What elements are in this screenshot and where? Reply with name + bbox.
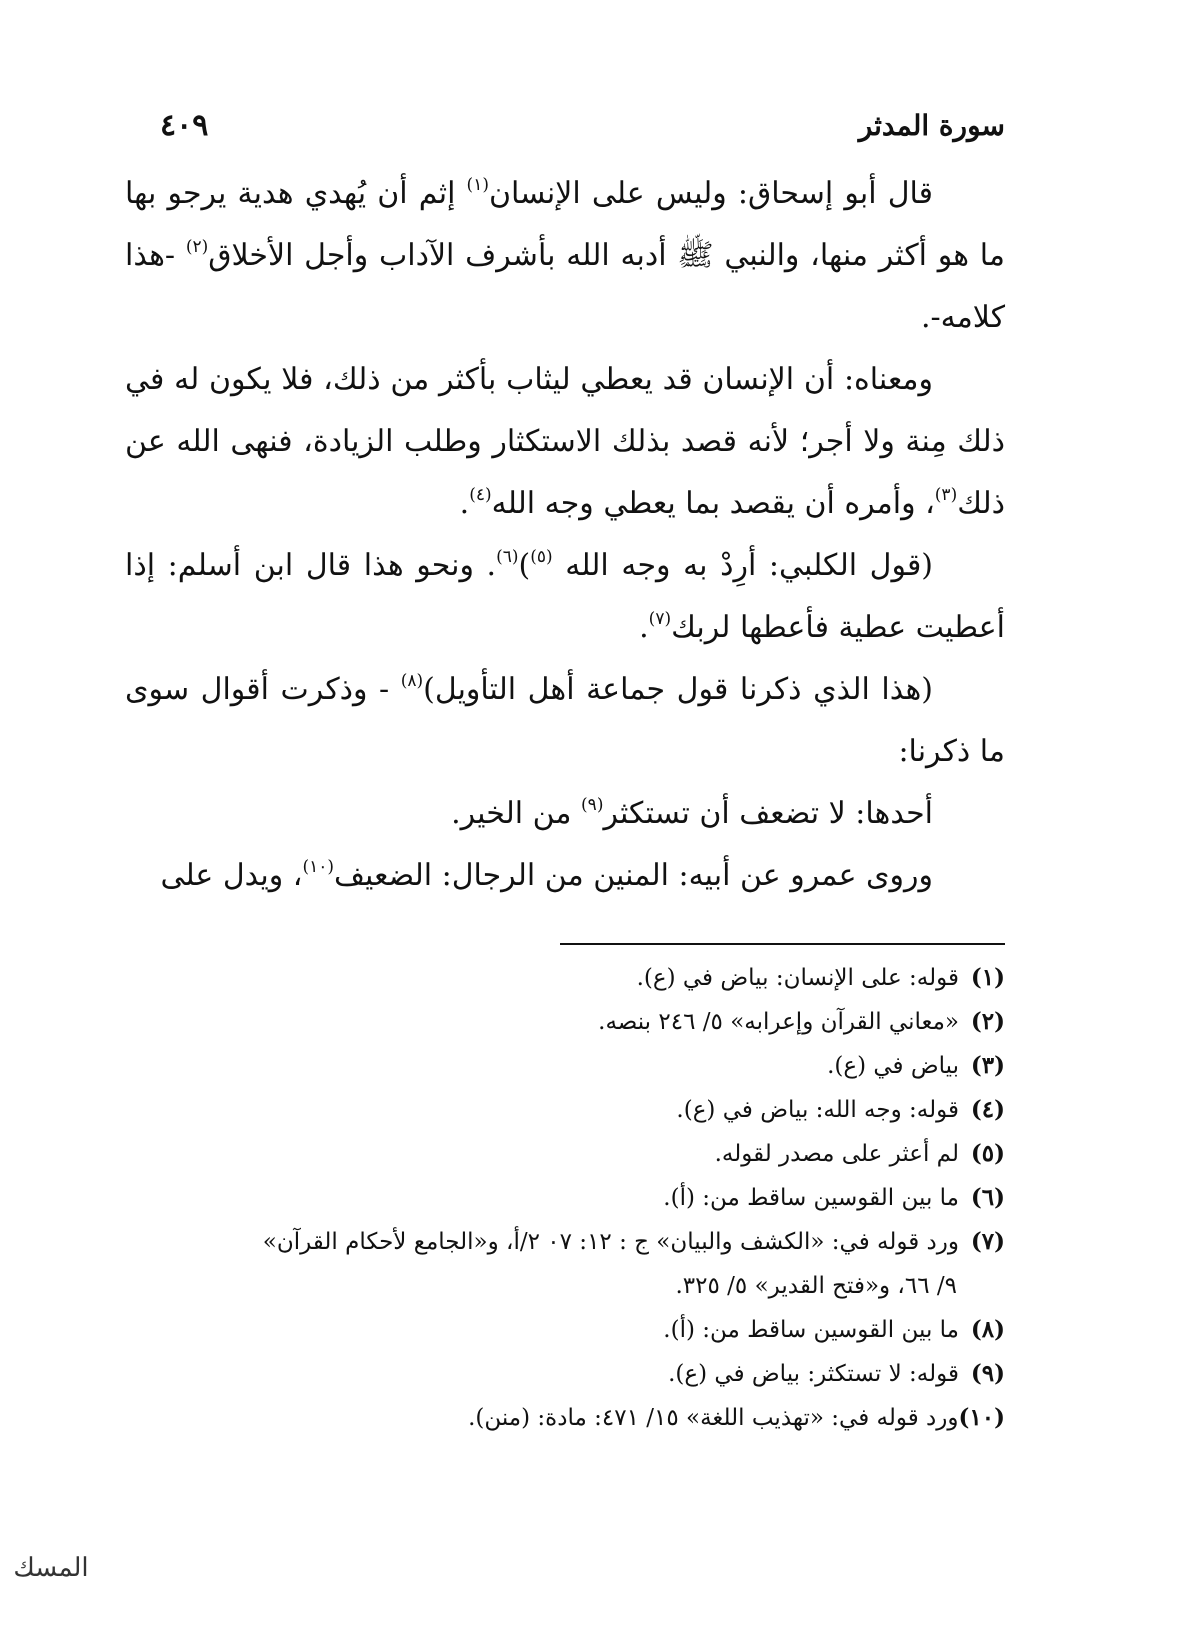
- footnotes-list: [105, 956, 1005, 1440]
- text-run: ): [518, 548, 531, 583]
- footnote-number: (٦): [970, 1184, 1005, 1211]
- text-run: . ونحو هذا قال ابن أسلم: إذا أعطيت عطية فأعطها لربك: [125, 548, 1005, 645]
- footnote-number: (٣): [970, 1052, 1005, 1079]
- footnote-divider: [560, 943, 1005, 945]
- footnote-text: ورد قوله في: «الكشف والبيان» ج : ١٢: ٠٧ ٢/أ، و«الجامع لأحكام القرآن»: [262, 1229, 959, 1255]
- footnote: [105, 1044, 1005, 1088]
- footnote-ref: (٣): [934, 485, 958, 505]
- footnote-number: (١): [970, 964, 1005, 991]
- footnote: [105, 1000, 1005, 1044]
- footnote-ref: (٢): [185, 237, 209, 257]
- sura-title: سورة المدثر: [858, 108, 1005, 142]
- text-run: أحدها: لا تضعف أن تستكثر: [603, 796, 933, 831]
- footnote-ref: (١): [466, 175, 489, 195]
- footnote: [105, 1220, 1005, 1264]
- footnote-ref: (٦): [496, 547, 519, 567]
- footnote-number: (٢): [970, 1008, 1005, 1035]
- footnote-number: (٧): [970, 1228, 1005, 1255]
- footnote: [105, 1132, 1005, 1176]
- footnote-ref: (١٠): [302, 857, 334, 877]
- footnote: [105, 1088, 1005, 1132]
- footnote-text: قوله: على الإنسان: بياض في (ع).: [636, 965, 959, 991]
- footnote-ref: (٨): [400, 671, 424, 691]
- footnote-number: (٨): [970, 1316, 1005, 1343]
- text-run: ، وأمره أن يقصد بما يعطي وجه الله: [491, 486, 935, 521]
- paragraph-2: [125, 349, 1005, 535]
- footnote-text: قوله: وجه الله: بياض في (ع).: [676, 1097, 959, 1123]
- footnote-text: بياض في (ع).: [827, 1053, 959, 1079]
- text-run: .: [459, 486, 470, 521]
- footnote: [105, 1308, 1005, 1352]
- page-number: ٤٠٩: [160, 107, 209, 143]
- paragraph-1: [125, 163, 1005, 349]
- footnote-text: لم أعثر على مصدر لقوله.: [714, 1141, 959, 1167]
- text-run: (قول الكلبي: أرِدْ به وجه الله: [552, 548, 933, 583]
- text-run: - وذكرت أقوال سوى ما ذكرنا:: [125, 672, 1005, 769]
- footnote-ref: (٧): [648, 609, 672, 629]
- footnote-ref: (٥): [530, 547, 553, 567]
- main-text: [125, 163, 1005, 907]
- footnote-number: (١٠): [958, 1404, 1005, 1431]
- footnote: [105, 956, 1005, 1000]
- text-run: (هذا الذي ذكرنا قول جماعة أهل التأويل): [423, 672, 933, 707]
- footnote-ref: (٤): [469, 485, 492, 505]
- footnote-text: ورد قوله في: «تهذيب اللغة» ١٥/ ٤٧١: مادة: (منن).: [468, 1405, 959, 1431]
- footnote-number: (٩): [970, 1360, 1005, 1387]
- paragraph-6: [125, 845, 1005, 907]
- paragraph-4: [125, 659, 1005, 783]
- footnote-number: (٤): [970, 1096, 1005, 1123]
- text-run: إثم أن يُهدي هدية يرجو بها ما هو أكثر منها، والنبي ﷺ أدبه الله بأشرف الآداب وأجل الأخلاق: [125, 176, 1005, 273]
- text-run: .: [639, 610, 649, 645]
- page-header: [160, 100, 1005, 150]
- footnote: [105, 1352, 1005, 1396]
- text-run: -هذا كلامه-.: [125, 238, 1005, 335]
- text-run: ومعناه: أن الإنسان قد يعطي ليثاب بأكثر من ذلك، فلا يكون له في ذلك مِنة ولا أجر؛ لأنه قصد بذلك الاستكثار وطلب الزيادة، فنهى الله عن ذلك: [125, 362, 1005, 521]
- text-run: من الخير.: [451, 796, 582, 831]
- footnote: [105, 1396, 1005, 1440]
- paragraph-3: [125, 535, 1005, 659]
- paragraph-5: [125, 783, 1005, 845]
- footnote-continuation: ٩/ ٦٦، و«فتح القدير» ٥/ ٣٢٥.: [675, 1273, 957, 1299]
- footnote-text: قوله: لا تستكثر: بياض في (ع).: [668, 1361, 959, 1387]
- footnote-text: ما بين القوسين ساقط من: (أ).: [663, 1317, 959, 1343]
- text-run: ، ويدل على: [160, 858, 303, 893]
- publisher-logo-icon: [8, 1548, 94, 1610]
- footnote-ref: (٩): [581, 795, 604, 815]
- text-run: وروى عمرو عن أبيه: المنين من الرجال: الضعيف: [333, 858, 933, 893]
- logo-text: المسك: [13, 1553, 89, 1583]
- footnote-number: (٥): [970, 1140, 1005, 1167]
- footnote: [105, 1176, 1005, 1220]
- text-run: قال أبو إسحاق: وليس على الإنسان: [488, 176, 933, 211]
- footnote-text: ما بين القوسين ساقط من: (أ).: [663, 1185, 959, 1211]
- footnote-text: «معاني القرآن وإعرابه» ٥/ ٢٤٦ بنصه.: [598, 1009, 959, 1035]
